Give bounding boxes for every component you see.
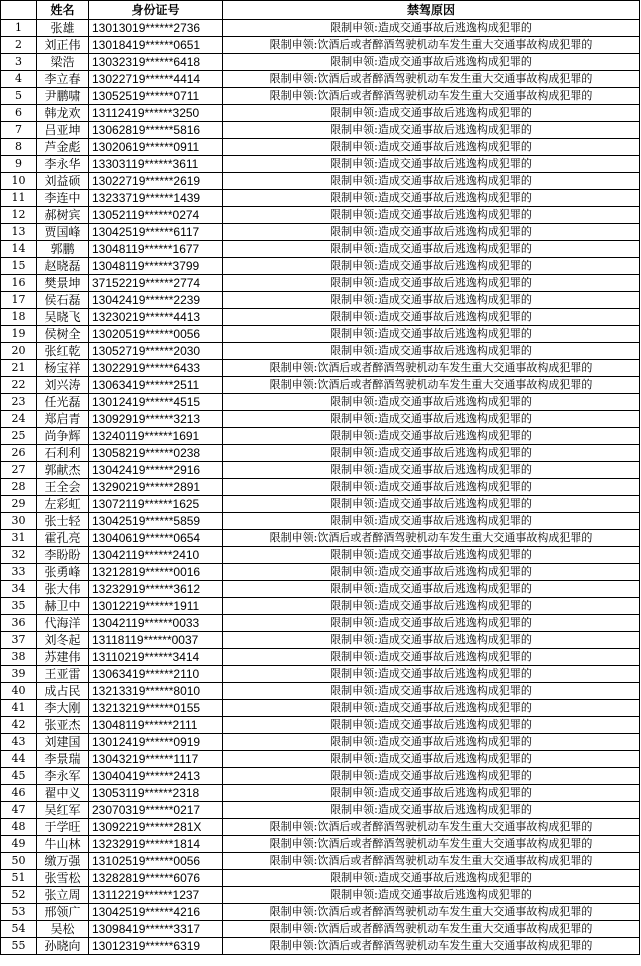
person-name: 牛山林 <box>37 836 89 853</box>
person-name: 尹鹏啸 <box>37 88 89 105</box>
id-number: 13213219******0155 <box>89 700 223 717</box>
row-number: 34 <box>1 581 37 598</box>
person-name: 石利利 <box>37 445 89 462</box>
row-number: 28 <box>1 479 37 496</box>
person-name: 侯树全 <box>37 326 89 343</box>
id-number: 13212819******0016 <box>89 564 223 581</box>
id-number: 37152219******2774 <box>89 275 223 292</box>
ban-reason: 限制申领:造成交通事故后逃逸构成犯罪的 <box>223 547 640 564</box>
table-row <box>1 615 640 632</box>
ban-reason: 限制申领:造成交通事故后逃逸构成犯罪的 <box>223 54 640 71</box>
id-number: 13290219******2891 <box>89 479 223 496</box>
id-number: 13022719******4414 <box>89 71 223 88</box>
ban-reason: 限制申领:造成交通事故后逃逸构成犯罪的 <box>223 258 640 275</box>
row-number: 51 <box>1 870 37 887</box>
table-row <box>1 258 640 275</box>
table-row <box>1 921 640 938</box>
ban-reason: 限制申领:造成交通事故后逃逸构成犯罪的 <box>223 717 640 734</box>
row-number: 21 <box>1 360 37 377</box>
ban-reason: 限制申领:造成交通事故后逃逸构成犯罪的 <box>223 632 640 649</box>
table-row <box>1 309 640 326</box>
table-row <box>1 632 640 649</box>
id-number: 13058219******0238 <box>89 445 223 462</box>
id-number: 13098419******3317 <box>89 921 223 938</box>
table-row <box>1 938 640 955</box>
person-name: 樊景坤 <box>37 275 89 292</box>
table-row <box>1 122 640 139</box>
person-name: 赫卫中 <box>37 598 89 615</box>
header-row <box>1 1 640 20</box>
id-number: 13063419******2110 <box>89 666 223 683</box>
row-number: 17 <box>1 292 37 309</box>
person-name: 侯石磊 <box>37 292 89 309</box>
table-row <box>1 156 640 173</box>
ban-reason: 限制申领:造成交通事故后逃逸构成犯罪的 <box>223 224 640 241</box>
person-name: 芦金彪 <box>37 139 89 156</box>
person-name: 李景瑞 <box>37 751 89 768</box>
person-name: 张亚杰 <box>37 717 89 734</box>
row-number: 35 <box>1 598 37 615</box>
person-name: 张勇峰 <box>37 564 89 581</box>
ban-reason: 限制申领:造成交通事故后逃逸构成犯罪的 <box>223 411 640 428</box>
ban-reason: 限制申领:造成交通事故后逃逸构成犯罪的 <box>223 156 640 173</box>
row-number: 41 <box>1 700 37 717</box>
ban-reason: 限制申领:造成交通事故后逃逸构成犯罪的 <box>223 870 640 887</box>
ban-reason: 限制申领:饮酒后或者醉酒驾驶机动车发生重大交通事故构成犯罪的 <box>223 921 640 938</box>
row-number: 10 <box>1 173 37 190</box>
table-row <box>1 37 640 54</box>
ban-reason: 限制申领:造成交通事故后逃逸构成犯罪的 <box>223 751 640 768</box>
person-name: 苏建伟 <box>37 649 89 666</box>
id-number: 13092919******3213 <box>89 411 223 428</box>
table-row <box>1 785 640 802</box>
person-name: 张立周 <box>37 887 89 904</box>
table-row <box>1 326 640 343</box>
person-name: 李立春 <box>37 71 89 88</box>
table-row <box>1 275 640 292</box>
id-number: 13043219******1117 <box>89 751 223 768</box>
header-number <box>1 1 37 20</box>
row-number: 20 <box>1 343 37 360</box>
person-name: 李永军 <box>37 768 89 785</box>
id-number: 13240119******1691 <box>89 428 223 445</box>
row-number: 39 <box>1 666 37 683</box>
person-name: 吴松 <box>37 921 89 938</box>
ban-reason: 限制申领:造成交通事故后逃逸构成犯罪的 <box>223 581 640 598</box>
row-number: 19 <box>1 326 37 343</box>
table-row <box>1 598 640 615</box>
ban-reason: 限制申领:饮酒后或者醉酒驾驶机动车发生重大交通事故构成犯罪的 <box>223 819 640 836</box>
ban-reason: 限制申领:造成交通事故后逃逸构成犯罪的 <box>223 394 640 411</box>
id-number: 13063419******2511 <box>89 377 223 394</box>
row-number: 14 <box>1 241 37 258</box>
person-name: 李盼盼 <box>37 547 89 564</box>
table-row <box>1 717 640 734</box>
table-row <box>1 411 640 428</box>
ban-reason: 限制申领:饮酒后或者醉酒驾驶机动车发生重大交通事故构成犯罪的 <box>223 71 640 88</box>
row-number: 33 <box>1 564 37 581</box>
id-number: 13040419******2413 <box>89 768 223 785</box>
ban-reason: 限制申领:造成交通事故后逃逸构成犯罪的 <box>223 564 640 581</box>
person-name: 杨宝祥 <box>37 360 89 377</box>
table-row <box>1 513 640 530</box>
person-name: 郭鹏 <box>37 241 89 258</box>
table-row <box>1 547 640 564</box>
person-name: 邢领广 <box>37 904 89 921</box>
person-name: 刘冬起 <box>37 632 89 649</box>
ban-reason: 限制申领:造成交通事故后逃逸构成犯罪的 <box>223 598 640 615</box>
row-number: 3 <box>1 54 37 71</box>
person-name: 缴万强 <box>37 853 89 870</box>
id-number: 13052519******0711 <box>89 88 223 105</box>
id-number: 13048119******2111 <box>89 717 223 734</box>
row-number: 18 <box>1 309 37 326</box>
ban-reason: 限制申领:造成交通事故后逃逸构成犯罪的 <box>223 479 640 496</box>
table-row <box>1 190 640 207</box>
row-number: 27 <box>1 462 37 479</box>
row-number: 13 <box>1 224 37 241</box>
id-number: 13110219******3414 <box>89 649 223 666</box>
row-number: 25 <box>1 428 37 445</box>
id-number: 13230219******4413 <box>89 309 223 326</box>
ban-reason: 限制申领:造成交通事故后逃逸构成犯罪的 <box>223 20 640 37</box>
row-number: 55 <box>1 938 37 955</box>
table-row <box>1 700 640 717</box>
table-row <box>1 445 640 462</box>
id-number: 13233719******1439 <box>89 190 223 207</box>
ban-reason: 限制申领:造成交通事故后逃逸构成犯罪的 <box>223 445 640 462</box>
id-number: 13042519******5859 <box>89 513 223 530</box>
id-number: 23070319******0217 <box>89 802 223 819</box>
ban-reason: 限制申领:造成交通事故后逃逸构成犯罪的 <box>223 326 640 343</box>
row-number: 9 <box>1 156 37 173</box>
table-row <box>1 581 640 598</box>
row-number: 29 <box>1 496 37 513</box>
table-row <box>1 870 640 887</box>
row-number: 53 <box>1 904 37 921</box>
id-number: 13020619******0911 <box>89 139 223 156</box>
row-number: 7 <box>1 122 37 139</box>
id-number: 13052119******0274 <box>89 207 223 224</box>
table-row <box>1 428 640 445</box>
id-number: 13012319******6319 <box>89 938 223 955</box>
person-name: 代海洋 <box>37 615 89 632</box>
table-row <box>1 377 640 394</box>
row-number: 11 <box>1 190 37 207</box>
table-row <box>1 683 640 700</box>
person-name: 张士轻 <box>37 513 89 530</box>
ban-reason: 限制申领:造成交通事故后逃逸构成犯罪的 <box>223 343 640 360</box>
table-row <box>1 530 640 547</box>
ban-reason: 限制申领:造成交通事故后逃逸构成犯罪的 <box>223 802 640 819</box>
table-row <box>1 802 640 819</box>
table-row <box>1 649 640 666</box>
ban-reason: 限制申领:饮酒后或者醉酒驾驶机动车发生重大交通事故构成犯罪的 <box>223 853 640 870</box>
ban-reason: 限制申领:造成交通事故后逃逸构成犯罪的 <box>223 496 640 513</box>
person-name: 刘建国 <box>37 734 89 751</box>
id-number: 13013019******2736 <box>89 20 223 37</box>
ban-reason: 限制申领:造成交通事故后逃逸构成犯罪的 <box>223 275 640 292</box>
id-number: 13072119******1625 <box>89 496 223 513</box>
row-number: 46 <box>1 785 37 802</box>
id-number: 13020519******0056 <box>89 326 223 343</box>
person-name: 贾国峰 <box>37 224 89 241</box>
ban-reason: 限制申领:饮酒后或者醉酒驾驶机动车发生重大交通事故构成犯罪的 <box>223 37 640 54</box>
ban-reason: 限制申领:造成交通事故后逃逸构成犯罪的 <box>223 768 640 785</box>
ban-reason: 限制申领:造成交通事故后逃逸构成犯罪的 <box>223 734 640 751</box>
id-number: 13052719******2030 <box>89 343 223 360</box>
row-number: 36 <box>1 615 37 632</box>
row-number: 16 <box>1 275 37 292</box>
table-row <box>1 496 640 513</box>
row-number: 26 <box>1 445 37 462</box>
id-number: 13042419******2916 <box>89 462 223 479</box>
row-number: 37 <box>1 632 37 649</box>
person-name: 任光磊 <box>37 394 89 411</box>
ban-reason: 限制申领:造成交通事故后逃逸构成犯罪的 <box>223 462 640 479</box>
row-number: 4 <box>1 71 37 88</box>
person-name: 李连中 <box>37 190 89 207</box>
row-number: 50 <box>1 853 37 870</box>
id-number: 13042119******2410 <box>89 547 223 564</box>
person-name: 张雄 <box>37 20 89 37</box>
id-number: 13062819******5816 <box>89 122 223 139</box>
table-row <box>1 54 640 71</box>
ban-reason: 限制申领:造成交通事故后逃逸构成犯罪的 <box>223 122 640 139</box>
person-name: 郝树宾 <box>37 207 89 224</box>
row-number: 54 <box>1 921 37 938</box>
id-number: 13112219******1237 <box>89 887 223 904</box>
person-name: 于学旺 <box>37 819 89 836</box>
person-name: 韩龙欢 <box>37 105 89 122</box>
person-name: 孙晓向 <box>37 938 89 955</box>
table-row <box>1 853 640 870</box>
id-number: 13053119******2318 <box>89 785 223 802</box>
person-name: 刘正伟 <box>37 37 89 54</box>
person-name: 梁浩 <box>37 54 89 71</box>
id-number: 13040619******0654 <box>89 530 223 547</box>
table-row <box>1 105 640 122</box>
person-name: 刘益硕 <box>37 173 89 190</box>
ban-reason: 限制申领:造成交通事故后逃逸构成犯罪的 <box>223 666 640 683</box>
row-number: 38 <box>1 649 37 666</box>
table-row <box>1 887 640 904</box>
table-body <box>1 20 640 955</box>
id-number: 13032319******6418 <box>89 54 223 71</box>
row-number: 8 <box>1 139 37 156</box>
ban-reason: 限制申领:造成交通事故后逃逸构成犯罪的 <box>223 309 640 326</box>
ban-reason: 限制申领:造成交通事故后逃逸构成犯罪的 <box>223 700 640 717</box>
id-number: 13042419******2239 <box>89 292 223 309</box>
table-row <box>1 292 640 309</box>
ban-reason: 限制申领:造成交通事故后逃逸构成犯罪的 <box>223 683 640 700</box>
id-number: 13092219******281X <box>89 819 223 836</box>
row-number: 48 <box>1 819 37 836</box>
table-row <box>1 343 640 360</box>
ban-reason: 限制申领:造成交通事故后逃逸构成犯罪的 <box>223 649 640 666</box>
ban-reason: 限制申领:饮酒后或者醉酒驾驶机动车发生重大交通事故构成犯罪的 <box>223 904 640 921</box>
person-name: 尚争辉 <box>37 428 89 445</box>
row-number: 42 <box>1 717 37 734</box>
person-name: 张大伟 <box>37 581 89 598</box>
table-row <box>1 360 640 377</box>
person-name: 李永华 <box>37 156 89 173</box>
row-number: 5 <box>1 88 37 105</box>
row-number: 31 <box>1 530 37 547</box>
person-name: 王亚雷 <box>37 666 89 683</box>
ban-reason: 限制申领:造成交通事故后逃逸构成犯罪的 <box>223 513 640 530</box>
table-row <box>1 819 640 836</box>
id-number: 13042119******0033 <box>89 615 223 632</box>
table-row <box>1 462 640 479</box>
id-number: 13018419******0651 <box>89 37 223 54</box>
id-number: 13022719******2619 <box>89 173 223 190</box>
ban-reason: 限制申领:造成交通事故后逃逸构成犯罪的 <box>223 139 640 156</box>
row-number: 52 <box>1 887 37 904</box>
id-number: 13112419******3250 <box>89 105 223 122</box>
person-name: 翟中义 <box>37 785 89 802</box>
ban-reason: 限制申领:饮酒后或者醉酒驾驶机动车发生重大交通事故构成犯罪的 <box>223 377 640 394</box>
person-name: 赵晓磊 <box>37 258 89 275</box>
ban-reason: 限制申领:饮酒后或者醉酒驾驶机动车发生重大交通事故构成犯罪的 <box>223 530 640 547</box>
person-name: 李大刚 <box>37 700 89 717</box>
row-number: 22 <box>1 377 37 394</box>
row-number: 30 <box>1 513 37 530</box>
row-number: 1 <box>1 20 37 37</box>
id-number: 13042519******6117 <box>89 224 223 241</box>
table-row <box>1 836 640 853</box>
id-number: 13118119******0037 <box>89 632 223 649</box>
id-number: 13042519******4216 <box>89 904 223 921</box>
table-row <box>1 20 640 37</box>
row-number: 24 <box>1 411 37 428</box>
table-row <box>1 768 640 785</box>
id-number: 13213319******8010 <box>89 683 223 700</box>
row-number: 47 <box>1 802 37 819</box>
person-name: 成占民 <box>37 683 89 700</box>
header-reason: 禁驾原因 <box>223 1 640 20</box>
table-row <box>1 751 640 768</box>
table-row <box>1 904 640 921</box>
ban-reason: 限制申领:造成交通事故后逃逸构成犯罪的 <box>223 428 640 445</box>
ban-reason: 限制申领:造成交通事故后逃逸构成犯罪的 <box>223 887 640 904</box>
table-row <box>1 734 640 751</box>
id-number: 13232919******1814 <box>89 836 223 853</box>
row-number: 23 <box>1 394 37 411</box>
row-number: 44 <box>1 751 37 768</box>
row-number: 49 <box>1 836 37 853</box>
row-number: 45 <box>1 768 37 785</box>
person-name: 张红乾 <box>37 343 89 360</box>
person-name: 霍孔亮 <box>37 530 89 547</box>
table-row <box>1 666 640 683</box>
id-number: 13282819******6076 <box>89 870 223 887</box>
person-name: 王全会 <box>37 479 89 496</box>
header-name: 姓名 <box>37 1 89 20</box>
row-number: 43 <box>1 734 37 751</box>
id-number: 13303119******3611 <box>89 156 223 173</box>
table-row <box>1 241 640 258</box>
row-number: 12 <box>1 207 37 224</box>
person-name: 郑启青 <box>37 411 89 428</box>
id-number: 13232919******3612 <box>89 581 223 598</box>
ban-reason: 限制申领:造成交通事故后逃逸构成犯罪的 <box>223 190 640 207</box>
ban-reason: 限制申领:饮酒后或者醉酒驾驶机动车发生重大交通事故构成犯罪的 <box>223 938 640 955</box>
table-row <box>1 207 640 224</box>
ban-reason: 限制申领:造成交通事故后逃逸构成犯罪的 <box>223 105 640 122</box>
id-number: 13048119******1677 <box>89 241 223 258</box>
row-number: 32 <box>1 547 37 564</box>
person-name: 吴晓飞 <box>37 309 89 326</box>
table-row <box>1 88 640 105</box>
row-number: 15 <box>1 258 37 275</box>
ban-reason: 限制申领:饮酒后或者醉酒驾驶机动车发生重大交通事故构成犯罪的 <box>223 836 640 853</box>
table-row <box>1 173 640 190</box>
ban-reason: 限制申领:饮酒后或者醉酒驾驶机动车发生重大交通事故构成犯罪的 <box>223 88 640 105</box>
id-number: 13012419******0919 <box>89 734 223 751</box>
row-number: 2 <box>1 37 37 54</box>
row-number: 40 <box>1 683 37 700</box>
person-name: 吴红军 <box>37 802 89 819</box>
table-row <box>1 71 640 88</box>
ban-reason: 限制申领:饮酒后或者醉酒驾驶机动车发生重大交通事故构成犯罪的 <box>223 360 640 377</box>
id-number: 13048119******3799 <box>89 258 223 275</box>
ban-reason: 限制申领:造成交通事故后逃逸构成犯罪的 <box>223 615 640 632</box>
id-number: 13012419******4515 <box>89 394 223 411</box>
person-name: 郭献杰 <box>37 462 89 479</box>
row-number: 6 <box>1 105 37 122</box>
person-name: 左彩虹 <box>37 496 89 513</box>
person-name: 张雪松 <box>37 870 89 887</box>
id-number: 13102519******0056 <box>89 853 223 870</box>
ban-reason: 限制申领:造成交通事故后逃逸构成犯罪的 <box>223 173 640 190</box>
ban-reason: 限制申领:造成交通事故后逃逸构成犯罪的 <box>223 241 640 258</box>
table-row <box>1 394 640 411</box>
header-id: 身份证号 <box>89 1 223 20</box>
id-number: 13012219******1911 <box>89 598 223 615</box>
ban-reason: 限制申领:造成交通事故后逃逸构成犯罪的 <box>223 207 640 224</box>
person-name: 吕亚坤 <box>37 122 89 139</box>
id-number: 13022919******6433 <box>89 360 223 377</box>
table-row <box>1 139 640 156</box>
ban-reason: 限制申领:造成交通事故后逃逸构成犯罪的 <box>223 785 640 802</box>
table-row <box>1 224 640 241</box>
ban-reason: 限制申领:造成交通事故后逃逸构成犯罪的 <box>223 292 640 309</box>
table-row <box>1 479 640 496</box>
person-name: 刘兴涛 <box>37 377 89 394</box>
table-row <box>1 564 640 581</box>
